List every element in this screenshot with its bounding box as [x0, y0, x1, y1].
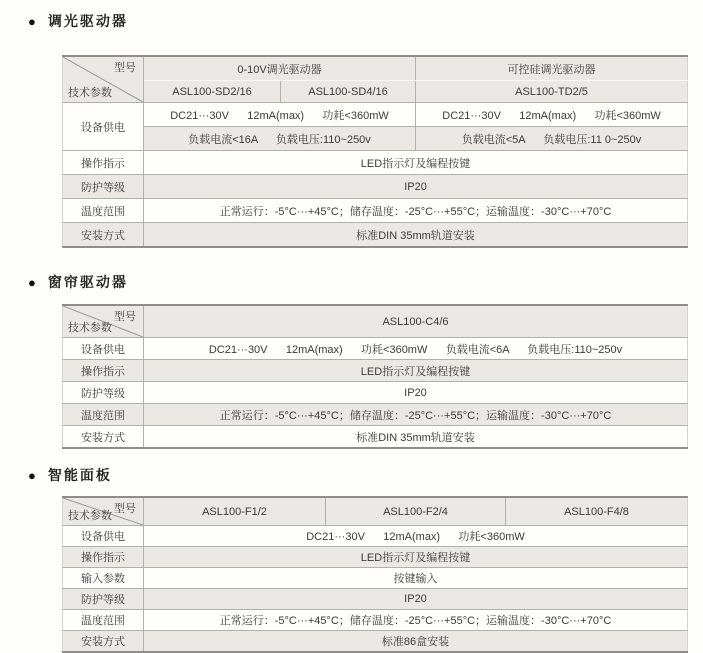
cell-power-supply-value: DC21···30V 12mA(max) 功耗<360mW 负载电流<6A 负载电压:110~250v [144, 338, 688, 360]
row-label-temperature: 温度范围 [63, 404, 144, 426]
cell-protection-value: IP20 [144, 589, 688, 610]
section-title-text: 窗帘驱动器 [47, 274, 128, 290]
cell-mounting-value: 标准86盒安装 [144, 631, 688, 653]
column-group-triac: 可控硅调光驱动器 [416, 56, 688, 81]
section-title-text: 智能面板 [47, 467, 112, 483]
cell-load-triac: 负载电流<5A 负载电压:11 0~250v [416, 127, 688, 151]
cell-operation-value: LED指示灯及编程按键 [144, 151, 688, 175]
section-title-text: 调光驱动器 [47, 13, 128, 29]
cell-load-0-10v: 负载电流<16A 负载电压:110~250v [144, 127, 416, 151]
row-label-operation: 操作指示 [63, 360, 144, 382]
corner-cell [63, 305, 144, 338]
cell-temperature-value: 正常运行：-5°C···+45°C；储存温度：-25°C···+55°C；运输温度：-30°C···+70°C [144, 199, 688, 223]
cell-protection-value: IP20 [144, 382, 688, 404]
row-label-power: 设备供电 [63, 526, 144, 547]
section-bullet-icon: ● [28, 274, 36, 290]
section-bullet-icon: ● [28, 13, 36, 29]
cell-mounting-value: 标准DIN 35mm轨道安装 [144, 426, 688, 449]
cell-temperature-value: 正常运行：-5°C···+45°C；储存温度：-25°C···+55°C；运输温度：-30°C···+70°C [144, 404, 688, 426]
corner-cell [63, 497, 144, 526]
corner-cell [63, 56, 144, 103]
section-title-dimming-driver [28, 12, 703, 30]
corner-params-label: 技术参数 [68, 510, 112, 522]
section-title-smart-panel [28, 466, 703, 484]
model-asl100-sd2-16: ASL100-SD2/16 [144, 81, 281, 103]
row-label-mounting: 安装方式 [63, 426, 144, 449]
row-label-operation: 操作指示 [63, 547, 144, 568]
cell-mounting-value: 标准DIN 35mm轨道安装 [144, 223, 688, 248]
row-label-mounting: 安装方式 [63, 223, 144, 248]
row-label-input-params: 输入参数 [63, 568, 144, 589]
cell-power-supply-value: DC21···30V 12mA(max) 功耗<360mW [144, 526, 688, 547]
section-bullet-icon: ● [28, 467, 36, 483]
corner-model-label: 型号 [114, 311, 136, 323]
section-title-curtain-driver [28, 273, 703, 291]
corner-params-label: 技术参数 [68, 87, 112, 99]
corner-model-label: 型号 [114, 503, 136, 515]
cell-power-supply-triac: DC21···30V 12mA(max) 功耗<360mW [416, 103, 688, 127]
row-label-protection: 防护等级 [63, 589, 144, 610]
model-asl100-f2-4: ASL100-F2/4 [326, 497, 506, 526]
curtain-driver-spec-table [62, 304, 688, 449]
row-label-protection: 防护等级 [63, 175, 144, 199]
cell-operation-value: LED指示灯及编程按键 [144, 547, 688, 568]
cell-input-params-value: 按键输入 [144, 568, 688, 589]
cell-power-supply-0-10v: DC21···30V 12mA(max) 功耗<360mW [144, 103, 416, 127]
model-asl100-f1-2: ASL100-F1/2 [144, 497, 326, 526]
column-group-0-10v: 0-10V调光驱动器 [144, 56, 416, 81]
row-label-protection: 防护等级 [63, 382, 144, 404]
cell-operation-value: LED指示灯及编程按键 [144, 360, 688, 382]
row-label-power: 设备供电 [63, 338, 144, 360]
corner-model-label: 型号 [114, 62, 136, 74]
smart-panel-spec-table [62, 496, 688, 653]
row-label-temperature: 温度范围 [63, 199, 144, 223]
model-asl100-sd4-16: ASL100-SD4/16 [281, 81, 416, 103]
model-asl100-c4-6: ASL100-C4/6 [144, 305, 688, 338]
row-label-power: 设备供电 [63, 103, 144, 151]
model-asl100-f4-8: ASL100-F4/8 [506, 497, 688, 526]
corner-params-label: 技术参数 [68, 322, 112, 334]
model-asl100-td2-5: ASL100-TD2/5 [416, 81, 688, 103]
cell-temperature-value: 正常运行：-5°C···+45°C；储存温度：-25°C···+55°C；运输温度：-30°C···+70°C [144, 610, 688, 631]
dimming-driver-spec-table [62, 55, 688, 248]
row-label-mounting: 安装方式 [63, 631, 144, 653]
row-label-temperature: 温度范围 [63, 610, 144, 631]
cell-protection-value: IP20 [144, 175, 688, 199]
row-label-operation: 操作指示 [63, 151, 144, 175]
